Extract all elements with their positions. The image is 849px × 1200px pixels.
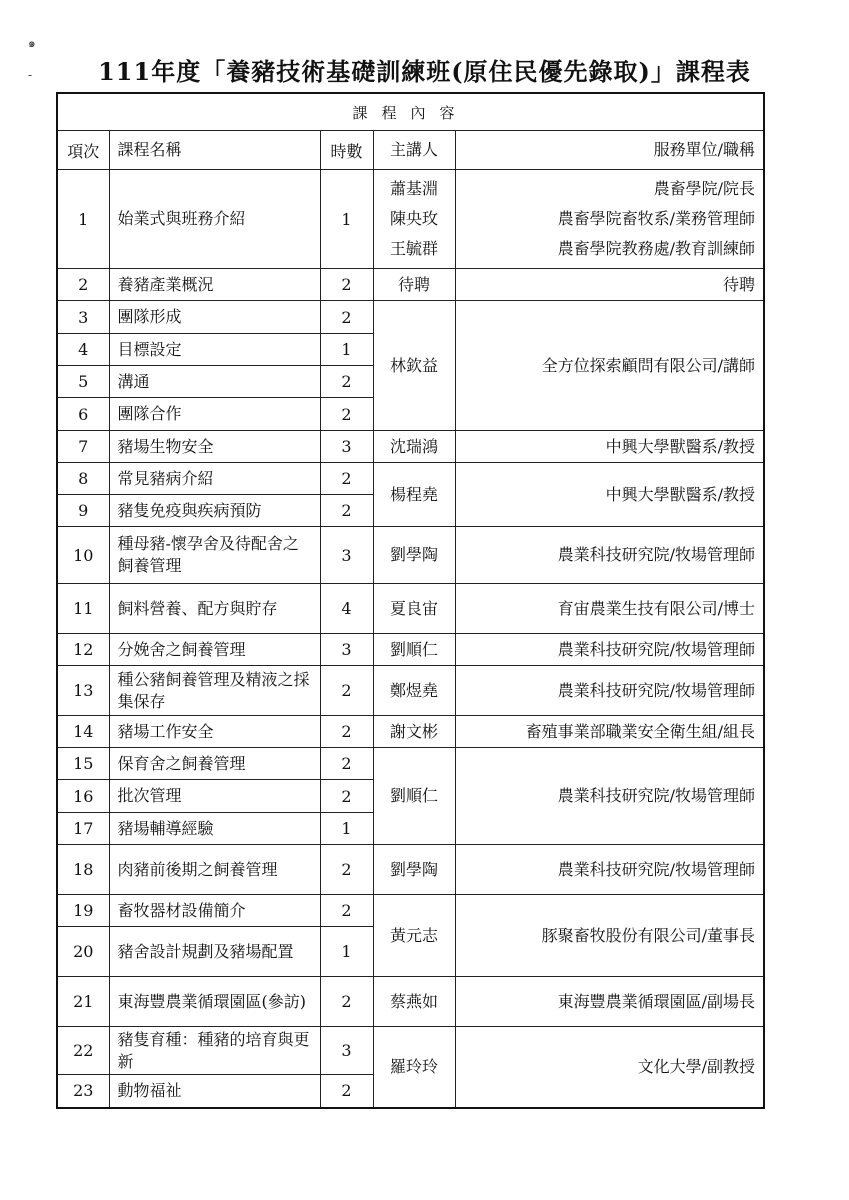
table-row <box>57 170 764 269</box>
course-name: 豬隻育種：種豬的培育與更新 <box>109 1027 320 1075</box>
course-hours: 2 <box>320 977 373 1027</box>
course-name: 常見豬病介紹 <box>109 463 320 495</box>
course-hours: 2 <box>320 716 373 748</box>
item-number: 7 <box>57 431 109 463</box>
organization-title: 育宙農業生技有限公司/博士 <box>557 598 756 618</box>
table-row <box>57 716 764 748</box>
course-hours: 2 <box>320 1075 373 1108</box>
speaker-cell <box>373 584 455 634</box>
organization-cell <box>455 895 764 977</box>
item-number: 20 <box>57 927 109 977</box>
organization-title: 待聘 <box>723 274 756 294</box>
table-row <box>57 977 764 1027</box>
speaker-name: 蔡燕如 <box>389 991 438 1011</box>
speaker-name: 黃元志 <box>389 925 438 945</box>
organization-cell <box>455 716 764 748</box>
table-row <box>57 431 764 463</box>
course-hours: 3 <box>320 634 373 666</box>
table-body <box>57 170 764 1108</box>
course-hours: 2 <box>320 666 373 716</box>
item-number: 17 <box>57 813 109 845</box>
item-number: 4 <box>57 334 109 366</box>
organization-title: 東海豐農業循環園區/副場長 <box>557 991 756 1011</box>
course-name: 豬場工作安全 <box>109 716 320 748</box>
course-name: 團隊形成 <box>109 301 320 334</box>
course-hours: 1 <box>320 813 373 845</box>
speaker-name: 劉學陶 <box>389 859 438 879</box>
table-header-row <box>57 131 764 170</box>
organization-cell <box>455 584 764 634</box>
header-organization-title: 服務單位/職稱 <box>455 131 764 170</box>
table-caption-row <box>57 93 764 131</box>
course-name: 飼料營養、配方與貯存 <box>109 584 320 634</box>
course-hours: 2 <box>320 748 373 780</box>
speaker-name: 羅玲玲 <box>389 1056 438 1076</box>
speaker-name: 蕭基淵 <box>389 179 438 198</box>
speaker-name: 鄭煜堯 <box>389 680 438 700</box>
course-hours: 2 <box>320 495 373 527</box>
speaker-name: 劉學陶 <box>389 545 438 564</box>
organization-cell <box>455 431 764 463</box>
course-name: 豬隻免疫與疾病預防 <box>109 495 320 527</box>
organization-cell <box>455 463 764 527</box>
organization-cell <box>455 301 764 431</box>
speaker-name: 沈瑞鴻 <box>389 436 438 456</box>
speaker-name: 王毓群 <box>389 239 438 258</box>
course-hours: 2 <box>320 301 373 334</box>
speaker-name: 林欽益 <box>389 355 438 375</box>
item-number: 14 <box>57 716 109 748</box>
item-number: 18 <box>57 845 109 895</box>
organization-title: 農業科技研究院/牧場管理師 <box>557 859 756 879</box>
item-number: 6 <box>57 398 109 431</box>
course-hours: 3 <box>320 1027 373 1075</box>
margin-mark: ๑ <box>28 36 36 50</box>
course-hours: 2 <box>320 845 373 895</box>
course-name: 豬舍設計規劃及豬場配置 <box>109 927 320 977</box>
course-hours: 2 <box>320 780 373 813</box>
speaker-cell <box>373 748 455 845</box>
organization-title: 農畜學院/院長 <box>653 179 756 198</box>
organization-cell <box>455 748 764 845</box>
table-row <box>57 269 764 301</box>
speaker-name: 謝文彬 <box>389 721 438 741</box>
organization-cell <box>455 527 764 584</box>
course-name: 種母豬-懷孕舍及待配舍之飼養管理 <box>109 527 320 584</box>
course-name: 溝通 <box>109 366 320 398</box>
item-number: 13 <box>57 666 109 716</box>
organization-cell <box>455 977 764 1027</box>
course-hours: 2 <box>320 366 373 398</box>
item-number: 23 <box>57 1075 109 1108</box>
speaker-name: 劉順仁 <box>389 786 438 805</box>
course-name: 肉豬前後期之飼養管理 <box>109 845 320 895</box>
course-name: 團隊合作 <box>109 398 320 431</box>
course-name: 畜牧器材設備簡介 <box>109 895 320 927</box>
course-hours: 3 <box>320 527 373 584</box>
course-name: 目標設定 <box>109 334 320 366</box>
organization-title: 農畜學院畜牧系/業務管理師 <box>557 209 756 228</box>
table-row <box>57 527 764 584</box>
speaker-cell <box>373 431 455 463</box>
item-number: 21 <box>57 977 109 1027</box>
organization-title: 豚聚畜牧股份有限公司/董事長 <box>541 925 756 945</box>
table-row <box>57 1027 764 1075</box>
table-row <box>57 666 764 716</box>
organization-cell <box>455 845 764 895</box>
header-course-name: 課程名稱 <box>109 131 320 170</box>
speaker-name: 劉順仁 <box>389 639 438 659</box>
organization-title: 農業科技研究院/牧場管理師 <box>557 639 756 659</box>
item-number: 3 <box>57 301 109 334</box>
speaker-name: 待聘 <box>397 274 430 294</box>
course-hours: 1 <box>320 334 373 366</box>
organization-title: 中興大學獸醫系/教授 <box>605 436 756 456</box>
header-item-no: 項次 <box>57 131 109 170</box>
course-hours: 1 <box>320 927 373 977</box>
organization-title: 農業科技研究院/牧場管理師 <box>557 786 756 805</box>
table-row <box>57 301 764 334</box>
course-name: 始業式與班務介紹 <box>109 170 320 269</box>
course-name: 東海豐農業循環園區(參訪) <box>109 977 320 1027</box>
course-hours: 4 <box>320 584 373 634</box>
table-row <box>57 463 764 495</box>
organization-title: 農業科技研究院/牧場管理師 <box>557 545 756 564</box>
organization-title: 文化大學/副教授 <box>637 1056 756 1076</box>
speaker-cell <box>373 1027 455 1108</box>
speaker-name: 夏良宙 <box>389 598 438 618</box>
course-hours: 2 <box>320 463 373 495</box>
course-hours: 1 <box>320 170 373 269</box>
item-number: 19 <box>57 895 109 927</box>
course-name: 豬場輔導經驗 <box>109 813 320 845</box>
speaker-cell <box>373 716 455 748</box>
course-name: 分娩舍之飼養管理 <box>109 634 320 666</box>
header-speaker: 主講人 <box>373 131 455 170</box>
item-number: 1 <box>57 170 109 269</box>
organization-title: 農業科技研究院/牧場管理師 <box>557 680 756 700</box>
course-hours: 2 <box>320 269 373 301</box>
table-caption: 課程內容 <box>57 93 764 131</box>
header-hours: 時數 <box>320 131 373 170</box>
item-number: 8 <box>57 463 109 495</box>
table-row <box>57 584 764 634</box>
item-number: 22 <box>57 1027 109 1075</box>
item-number: 5 <box>57 366 109 398</box>
organization-title: 全方位探索顧問有限公司/講師 <box>541 355 756 375</box>
organization-cell <box>455 666 764 716</box>
item-number: 16 <box>57 780 109 813</box>
speaker-name: 楊程堯 <box>389 484 438 504</box>
table-row <box>57 845 764 895</box>
speaker-cell <box>373 845 455 895</box>
course-schedule-table <box>56 92 765 1109</box>
organization-cell <box>455 269 764 301</box>
margin-mark: - <box>28 68 33 82</box>
document-title: 111年度「養豬技術基礎訓練班(原住民優先錄取)」課程表 <box>98 57 751 86</box>
speaker-cell <box>373 634 455 666</box>
speaker-cell <box>373 269 455 301</box>
course-hours: 2 <box>320 398 373 431</box>
organization-cell <box>455 170 764 269</box>
item-number: 15 <box>57 748 109 780</box>
course-name: 豬場生物安全 <box>109 431 320 463</box>
course-hours: 2 <box>320 895 373 927</box>
speaker-cell <box>373 527 455 584</box>
item-number: 12 <box>57 634 109 666</box>
item-number: 2 <box>57 269 109 301</box>
course-name: 批次管理 <box>109 780 320 813</box>
organization-cell <box>455 1027 764 1108</box>
organization-title: 畜殖事業部職業安全衛生組/組長 <box>525 721 756 741</box>
item-number: 9 <box>57 495 109 527</box>
speaker-cell <box>373 977 455 1027</box>
speaker-cell <box>373 301 455 431</box>
course-name: 保育舍之飼養管理 <box>109 748 320 780</box>
course-name: 動物福祉 <box>109 1075 320 1108</box>
table-row <box>57 895 764 927</box>
speaker-name: 陳央玫 <box>389 209 438 228</box>
organization-title: 中興大學獸醫系/教授 <box>605 484 756 504</box>
course-name: 養豬產業概況 <box>109 269 320 301</box>
table-row <box>57 634 764 666</box>
course-name: 種公豬飼養管理及精液之採集保存 <box>109 666 320 716</box>
organization-title: 農畜學院教務處/教育訓練師 <box>557 239 756 258</box>
item-number: 11 <box>57 584 109 634</box>
table-row <box>57 748 764 780</box>
speaker-cell <box>373 666 455 716</box>
speaker-cell <box>373 170 455 269</box>
course-hours: 3 <box>320 431 373 463</box>
organization-cell <box>455 634 764 666</box>
speaker-cell <box>373 463 455 527</box>
speaker-cell <box>373 895 455 977</box>
item-number: 10 <box>57 527 109 584</box>
